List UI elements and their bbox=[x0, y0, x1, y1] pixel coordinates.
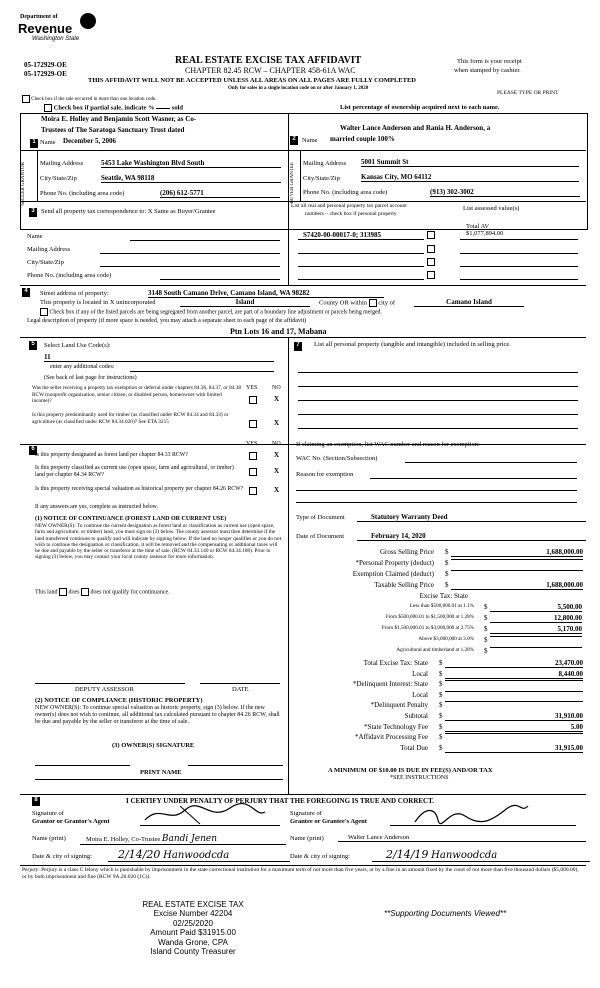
grantor-date-label: Date & city of signing: bbox=[32, 853, 92, 860]
calc-row-label: Agricultural and timberland at 1.28% bbox=[396, 647, 474, 653]
multi-location-checkbox[interactable] bbox=[22, 95, 30, 103]
buyer-phone-value[interactable]: (913) 302-3002 bbox=[430, 188, 580, 197]
calc-row-dollar: $ bbox=[439, 743, 443, 752]
grantee-sig-label-2: Grantee or Grantee's Agent bbox=[290, 818, 367, 825]
does-qualify-checkbox[interactable] bbox=[59, 588, 67, 596]
calc-row-dollar: $ bbox=[484, 603, 488, 611]
calc-row-label: Total Due bbox=[400, 743, 428, 752]
s5-no-header: NO bbox=[272, 385, 281, 391]
state-label: Washington State bbox=[32, 36, 80, 42]
calc-row-dollar: $ bbox=[445, 548, 449, 556]
calc-row-dollar: $ bbox=[439, 712, 443, 720]
s5-question-2: Is this property predominantly used for timber (as classified under RCW 84.34 and 84.33) or agriculture (as classified under RCW 84.34.020)? See ETA 3215 bbox=[32, 412, 229, 425]
stamp-line-4: Amount Paid $31915.00 bbox=[150, 928, 236, 938]
s5-yes-header: YES bbox=[246, 385, 258, 391]
legal-description-value[interactable]: Ptn Lots 16 and 17, Mabana bbox=[230, 327, 327, 336]
segregated-label: Check box if any of the listed parcels are being segregated from another parcel, are part of a boundary line adjustment or parcels being merged. bbox=[49, 309, 382, 316]
stamp-line-6: Island County Treasurer bbox=[150, 947, 236, 957]
s6-question-2: Is this property classified as current use (open space, farm and agricultural, or timber) land per chapter 84.34 RCW? bbox=[35, 465, 234, 478]
buyer-name-line-2[interactable]: married couple 100% bbox=[330, 135, 395, 143]
s6-q1-no-mark[interactable]: X bbox=[274, 451, 280, 459]
section-3-badge: 3 bbox=[29, 208, 37, 217]
grantee-signature[interactable] bbox=[410, 802, 530, 826]
tax-correspondence-note: Send all property tax correspondence to: X Same as Buyer/Grantee bbox=[41, 208, 216, 215]
calc-row-dollar: $ bbox=[439, 690, 443, 699]
calc-row-value[interactable]: 8,440.00 bbox=[445, 670, 583, 679]
s5-q1-no-mark[interactable]: X bbox=[274, 395, 280, 403]
calc-row-label: *State Technology Fee bbox=[364, 722, 428, 731]
parcel-list-note-2: numbers – check box if personal property bbox=[305, 211, 397, 217]
calc-row-dollar: $ bbox=[484, 614, 488, 622]
seller-name-label: Name bbox=[40, 139, 56, 146]
receipt-note-1: This form is your receipt bbox=[457, 58, 522, 65]
s5-q1-yes-checkbox[interactable] bbox=[249, 396, 257, 404]
grantee-date-label: Date & city of signing: bbox=[290, 853, 350, 860]
s6-question-1: Is this property designated as forest land per chapter 84.33 RCW? bbox=[35, 452, 188, 458]
s6-q1-yes-checkbox[interactable] bbox=[249, 452, 257, 460]
s6-question-3: Is this property receiving special valuation as historical property per chapter 84.26 RCW? bbox=[35, 486, 244, 492]
calc-row-value[interactable] bbox=[445, 680, 583, 681]
calc-row-value[interactable] bbox=[451, 559, 583, 560]
grantor-signature[interactable] bbox=[140, 802, 270, 826]
stamp-line-1: REAL ESTATE EXCISE TAX bbox=[142, 900, 244, 909]
form-code-2: 05-172929-OE bbox=[24, 70, 67, 78]
notice-continuance-body: NEW OWNER(S): To continue the current designation as forest land or classification as current use (open space, farm and agriculture, or timber) land, you must sign on (3) below. The county assessor must then determine if the land transferred continues to qualify and will indicate by signing below. If the land no longer qualifies or you do not wish to continue the designation or classification, it will be removed and the compensating or additional taxes will be due and payable by the seller or transferor at the time of sale. (RCW 84.33.140 or RCW 84.34.108). Prior to signing (3) below, you may contact your local county assessor for more information. bbox=[35, 523, 282, 561]
buyer-city-value[interactable]: Kansas City, MO 64112 bbox=[361, 173, 579, 182]
personal-property-label: List all personal property (tangible and intangible) included in selling price. bbox=[314, 341, 511, 348]
stamp-line-2: Excise Number 42204 bbox=[153, 909, 233, 919]
street-address-value[interactable]: 3148 South Camano Drive, Camano Island, WA 98282 bbox=[148, 289, 384, 298]
grantee-sig-label-1: Signature of bbox=[290, 810, 322, 817]
land-use-code[interactable]: 11 bbox=[44, 353, 274, 362]
calc-row-value[interactable]: 1,688,000.00 bbox=[451, 548, 583, 557]
calc-row-value[interactable]: 5.00 bbox=[445, 723, 583, 732]
calc-row-dollar: $ bbox=[484, 647, 488, 655]
grantee-date-value: 2/14/19 bbox=[386, 848, 429, 861]
buyer-name-line-1[interactable]: Walter Lance Anderson and Rania H. Anderson, a bbox=[340, 124, 491, 132]
city-value[interactable]: Camano Island bbox=[414, 298, 524, 307]
grantee-print-label: Name (print) bbox=[290, 835, 324, 842]
section-7-badge: 7 bbox=[294, 342, 302, 351]
calc-row-label: Subtotal bbox=[404, 712, 428, 720]
owner-signature-title: (3) OWNER(S) SIGNATURE bbox=[112, 742, 195, 749]
calc-row-dollar: $ bbox=[439, 733, 443, 742]
excise-state-label: Excise Tax: State bbox=[419, 592, 468, 600]
section-1-badge: 1 bbox=[30, 139, 38, 148]
parcel-3-personal-checkbox[interactable] bbox=[427, 258, 435, 266]
does-not-qualify-checkbox[interactable] bbox=[81, 588, 89, 596]
dept-label: Department of bbox=[20, 14, 58, 20]
grantor-print-name-text: Moira E. Holley, Co-Trustee bbox=[86, 836, 161, 843]
list-percentage-note: List percentage of ownership acquired next to each name. bbox=[340, 104, 500, 111]
grantee-city-handwriting: Hanwoodcda bbox=[431, 850, 498, 861]
buyer-city-label: City/State/Zip bbox=[303, 175, 340, 182]
calc-row-label: *Delinquent Interest: State bbox=[352, 680, 428, 689]
supporting-docs-viewed: **Supporting Documents Viewed** bbox=[384, 909, 507, 918]
calc-row-dollar: $ bbox=[445, 559, 449, 567]
s6-q3-yes-checkbox[interactable] bbox=[249, 487, 257, 495]
calc-row-label: Exemption Claimed (deduct) bbox=[352, 570, 434, 578]
form-title: REAL ESTATE EXCISE TAX AFFIDAVIT bbox=[175, 55, 362, 66]
exemption-claim-label: If claiming an exemption, list WAC number and reason for exemption: bbox=[296, 441, 480, 448]
parcel-list-note: List all real and personal property tax parcel account bbox=[291, 203, 407, 209]
form-warning: THIS AFFIDAVIT WILL NOT BE ACCEPTED UNLESS ALL AREAS ON ALL PAGES ARE FULLY COMPLETED bbox=[88, 77, 416, 84]
calc-row-value[interactable]: 31,915.00 bbox=[445, 744, 583, 753]
buyer-mail-label: Mailing Address bbox=[303, 160, 347, 167]
section-5-badge: 5 bbox=[29, 341, 37, 350]
seller-side-label: SELLER GRANTOR bbox=[21, 162, 26, 206]
seller-phone-label: Phone No. (including area code) bbox=[40, 190, 125, 197]
s6-q2-no-mark[interactable]: X bbox=[274, 467, 280, 475]
notice-compliance-body: NEW OWNER(S): To continue special valuation as historic property, sign (3) below. If the new owner(s) does not wish to continue, all additional tax calculated pursuant to chapter 84.26 RCW, shall be due and payable by the seller or transferor at the time of sale. bbox=[35, 705, 280, 725]
receipt-note-2: when stamped by cashier. bbox=[454, 67, 521, 74]
only-for-note: Only for sales in a single location code on or after January 1, 2020 bbox=[228, 86, 369, 91]
calc-row-label: Local bbox=[412, 690, 428, 699]
deputy-assessor-label: DEPUTY ASSESSOR bbox=[75, 686, 134, 693]
document-type-value[interactable]: Statutory Warranty Deed bbox=[357, 513, 586, 522]
grantee-print-name[interactable]: Walter Lance Anderson bbox=[338, 834, 586, 842]
assessed-value-label: List assessed value(s) bbox=[463, 205, 520, 212]
buyer-side-label: BUYER GRANTEE bbox=[290, 162, 295, 204]
document-type-label: Type of Document bbox=[296, 514, 345, 521]
see-instructions-footnote: *SEE INSTRUCTIONS bbox=[390, 775, 449, 781]
calc-row-value[interactable] bbox=[445, 733, 583, 734]
calc-row-dollar: $ bbox=[484, 636, 488, 644]
grantor-sig-label-1: Signature of bbox=[32, 810, 64, 817]
calc-row-value[interactable]: 5,170.00 bbox=[490, 625, 582, 634]
corr-phone-label: Phone No. (including area code) bbox=[27, 272, 112, 279]
corr-name-label: Name bbox=[27, 233, 43, 240]
parcel-number[interactable]: S7420-00-00017-0; 313985 bbox=[303, 231, 381, 239]
multi-location-checkbox-row[interactable] bbox=[22, 95, 156, 103]
stamp-line-3: 02/25/2020 bbox=[172, 918, 214, 928]
calc-row-dollar: $ bbox=[445, 570, 449, 578]
calc-row-value[interactable] bbox=[445, 701, 583, 702]
section-6-badge: 6 bbox=[29, 446, 37, 455]
calc-row-value[interactable] bbox=[451, 570, 583, 571]
corr-mail-label: Mailing Address bbox=[27, 246, 71, 253]
grantor-print-label: Name (print) bbox=[32, 835, 66, 842]
wac-number-label: WAC No. (Section/Subsection) bbox=[296, 455, 378, 462]
parcel-1-personal-checkbox[interactable] bbox=[427, 231, 435, 239]
parcel-4-personal-checkbox[interactable] bbox=[427, 271, 435, 279]
minimum-fee-note: A MINIMUM OF $10.00 IS DUE IN FEE(S) AND/OR TAX bbox=[328, 767, 493, 774]
county-value[interactable]: Island bbox=[180, 298, 310, 307]
s6-no-header: NO bbox=[272, 441, 281, 447]
buyer-phone-label: Phone No. (including area code) bbox=[303, 189, 388, 196]
grantor-sig-label-2: Grantor or Grantor's Agent bbox=[32, 818, 110, 825]
land-use-label: Select Land Use Code(s): bbox=[44, 342, 111, 349]
calc-row-value[interactable] bbox=[445, 691, 583, 692]
calc-row-value[interactable]: 1,688,000.00 bbox=[451, 581, 583, 590]
stamp-line-5: Wanda Grone, CPA bbox=[158, 937, 228, 947]
seller-mail-value[interactable]: 5453 Lake Washington Blvd South bbox=[101, 159, 281, 168]
additional-codes-label: enter any additional codes: bbox=[50, 364, 115, 370]
section-4-badge: 4 bbox=[22, 288, 30, 297]
calc-row-dollar: $ bbox=[439, 669, 443, 678]
multi-location-label: Check box if the sale occurred in more than one location code. bbox=[31, 97, 157, 103]
if-any-yes-note: If any answers are yes, complete as instructed below. bbox=[35, 504, 158, 510]
form-code-1: 05-172929-OE bbox=[24, 61, 67, 69]
grantor-date-value: 2/14/20 bbox=[118, 848, 161, 861]
calc-row-dollar: $ bbox=[439, 680, 443, 689]
calc-row-label: Less than $500,000.01 at 1.1% bbox=[409, 603, 474, 609]
buyer-mail-value[interactable]: 5001 Summit St bbox=[361, 158, 579, 167]
county-or-label: County OR within city of bbox=[319, 299, 396, 307]
s5-q2-yes-checkbox[interactable] bbox=[249, 420, 257, 428]
certify-statement: I CERTIFY UNDER PENALTY OF PERJURY THAT THE FOREGOING IS TRUE AND CORRECT. bbox=[126, 797, 435, 805]
perjury-notice: Perjury: Perjury is a class C felony which is punishable by imprisonment in the state correctional institution for a maximum term of not more than five years, or by a fine in an amount fixed by the court of not more than five thousand dollars ($5,000.00), or by both imprisonment and fine (RCW 9A.20.020 (1C)). bbox=[22, 867, 579, 880]
calc-row-label: Local bbox=[412, 669, 428, 678]
s6-q2-yes-checkbox[interactable] bbox=[249, 468, 257, 476]
calc-row-value[interactable] bbox=[490, 647, 582, 648]
continuance-row[interactable]: This land does does not qualify for continuance. bbox=[35, 589, 170, 596]
form-chapter: CHAPTER 82.45 RCW – CHAPTER 458-61A WAC bbox=[185, 66, 356, 75]
calc-row-label: From $500,000.01 to $1,500,000 at 1.28% bbox=[385, 614, 474, 620]
grantor-date-city[interactable] bbox=[108, 848, 290, 862]
calc-row-label: Total Excise Tax: State bbox=[363, 659, 428, 667]
seller-city-value[interactable]: Seattle, WA 98118 bbox=[101, 174, 281, 183]
seller-name-line-2[interactable]: Trustees of The Saratoga Sanctuary Trust dated bbox=[41, 126, 185, 134]
see-instructions-note: (See back of last page for instructions) bbox=[44, 375, 137, 381]
calc-row-label: *Personal Property (deduct) bbox=[355, 559, 434, 567]
s6-q3-no-mark[interactable]: X bbox=[274, 486, 280, 494]
s5-q2-no-mark[interactable]: X bbox=[274, 419, 280, 427]
type-print-note: PLEASE TYPE OR PRINT bbox=[497, 90, 559, 96]
notice-compliance-title: (2) NOTICE OF COMPLIANCE (HISTORIC PROPERTY) bbox=[35, 697, 203, 704]
calc-row-label: From $1,500,000.01 to $3,000,000 at 2.75% bbox=[381, 625, 474, 631]
calc-row-dollar: $ bbox=[445, 581, 449, 589]
section-2-badge: 2 bbox=[290, 136, 298, 145]
calc-row-dollar: $ bbox=[439, 701, 443, 710]
total-av-value[interactable]: $1,077,894.00 bbox=[466, 230, 504, 237]
corr-city-label: City/State/Zip bbox=[27, 259, 64, 266]
partial-sale-checkbox[interactable] bbox=[44, 104, 52, 112]
seller-city-label: City/State/Zip bbox=[40, 175, 77, 182]
grantor-city-handwriting: Hanwoodcda bbox=[163, 850, 230, 861]
document-date-label: Date of Document bbox=[296, 533, 345, 540]
grantor-print-name[interactable] bbox=[80, 834, 286, 845]
parcel-2-personal-checkbox[interactable] bbox=[427, 245, 435, 253]
partial-sale-row[interactable] bbox=[44, 104, 183, 112]
segregated-row[interactable] bbox=[40, 308, 382, 316]
calc-row-dollar: $ bbox=[439, 659, 443, 667]
seller-name-line-1[interactable]: Moira E. Holley and Benjamin Scott Wasner, as Co- bbox=[41, 115, 197, 123]
buyer-name-label: Name bbox=[302, 137, 318, 144]
street-address-label: Street address of property: bbox=[40, 290, 109, 297]
calc-row-value[interactable]: 12,800.00 bbox=[490, 614, 582, 623]
city-of-checkbox[interactable] bbox=[369, 299, 377, 307]
calc-row-label: Above $3,000,000 at 3.0% bbox=[418, 636, 474, 642]
located-label: This property is located in X unincorporated bbox=[40, 299, 156, 306]
s6-yes-header: YES bbox=[246, 441, 258, 447]
revenue-logo-icon bbox=[80, 13, 96, 29]
legal-description-label: Legal description of property (if more space is needed, you may attach a separate sheet to each page of the affidavit) bbox=[27, 318, 307, 324]
calc-row-value[interactable]: 5,500.00 bbox=[490, 603, 582, 612]
sold-label: sold bbox=[171, 104, 184, 112]
exemption-reason-label: Reason for exemption bbox=[296, 471, 354, 478]
treasurer-stamp bbox=[128, 900, 258, 956]
calc-row-dollar: $ bbox=[439, 722, 443, 731]
partial-sale-label: Check box if partial sale, indicate % bbox=[53, 104, 155, 112]
total-av-label: Total AV bbox=[466, 223, 490, 230]
grantor-handwritten-name: Bandi Jenen bbox=[161, 834, 218, 844]
notice-continuance-title: (1) NOTICE OF CONTINUANCE (FOREST LAND OR CURRENT USE) bbox=[35, 516, 227, 522]
calc-row-label: Taxable Selling Price bbox=[374, 581, 434, 589]
seller-phone-value[interactable]: (206) 612-5771 bbox=[160, 189, 280, 198]
calc-row-dollar: $ bbox=[484, 625, 488, 633]
calc-row-label: *Delinquent Penalty bbox=[370, 701, 428, 710]
document-date-value[interactable]: February 14, 2020 bbox=[357, 532, 586, 541]
calc-row-value[interactable] bbox=[490, 636, 582, 637]
segregated-checkbox[interactable] bbox=[40, 308, 48, 316]
calc-row-value[interactable]: 31,910.00 bbox=[445, 712, 583, 721]
calc-row-label: Gross Selling Price bbox=[379, 548, 434, 556]
assessor-date-label: DATE bbox=[232, 686, 249, 693]
print-name-label: PRINT NAME bbox=[140, 769, 182, 776]
grantee-date-city[interactable] bbox=[372, 848, 590, 862]
s5-question-1: Was the seller receiving a property tax exemption or deferral under chapters 84.36, 84.37, or 84.38 RCW (nonprofit organization, senior citizen, or disabled person, homeowner with limited income)? bbox=[32, 385, 242, 405]
calc-row-label: *Affidavit Processing Fee bbox=[355, 733, 428, 742]
seller-mail-label: Mailing Address bbox=[40, 160, 84, 167]
calc-row-value[interactable]: 23,470.00 bbox=[445, 659, 583, 668]
revenue-logo-text: Revenue bbox=[18, 21, 73, 36]
seller-name-line-3[interactable]: December 5, 2006 bbox=[63, 137, 116, 145]
section-8-badge: 8 bbox=[32, 797, 40, 806]
